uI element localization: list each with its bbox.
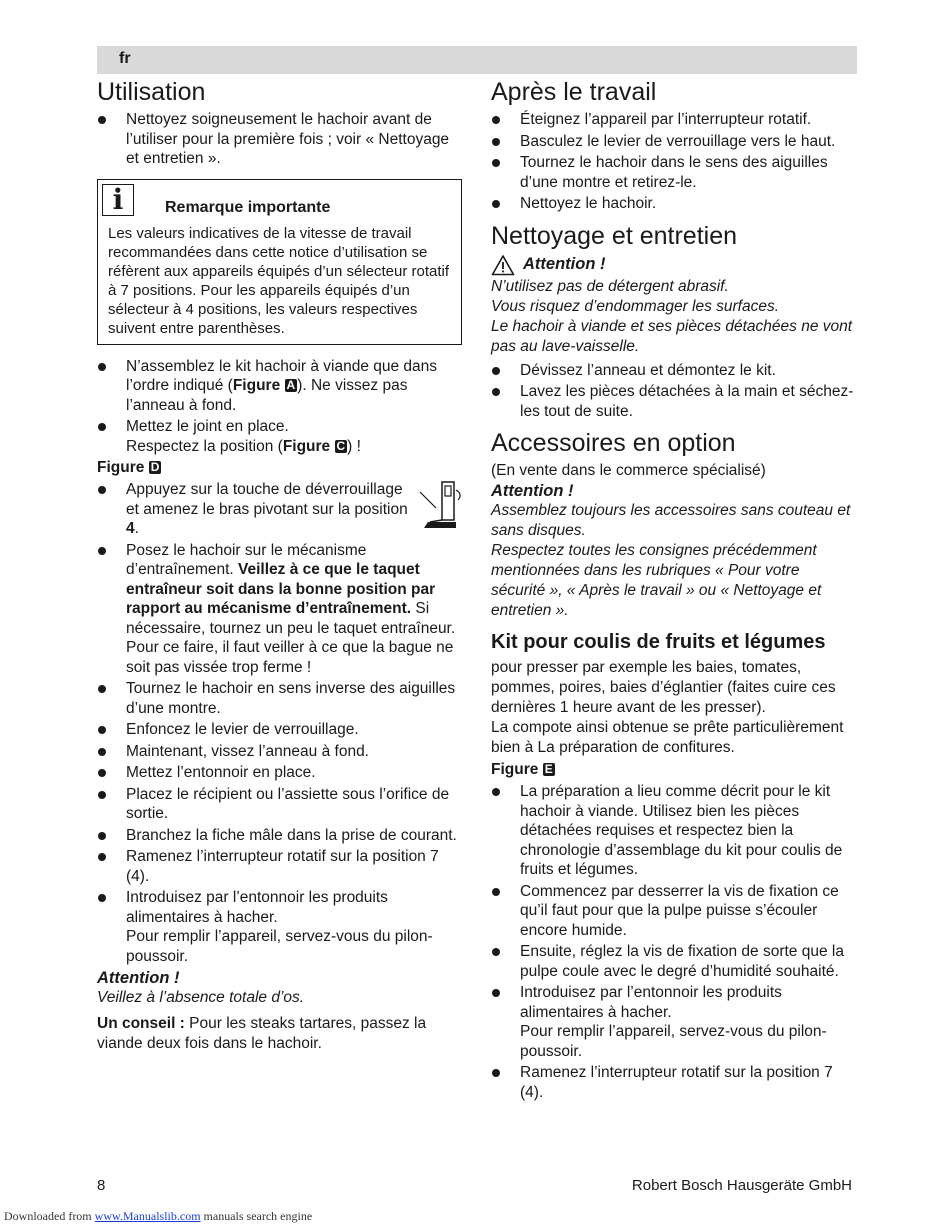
left-column — [97, 76, 462, 1054]
list-item: Mettez l’entonnoir en place. — [97, 763, 462, 783]
figure-d-label: Figure D — [97, 459, 160, 476]
accessoires-subtitle: (En vente dans le commerce spécialisé) — [491, 462, 766, 479]
list-item: Commencez par desserrer la vis de fixation ce qu’il faut pour que la pulpe puisse s’écouler encore humide. — [491, 882, 857, 941]
language-bar — [97, 46, 857, 74]
list-item: Tournez le hachoir dans le sens des aiguilles d’une montre et retirez-le. — [491, 153, 857, 192]
attention-text: Respectez toutes les consignes précédemment mentionnées dans les rubriques « Pour votre sécurité », « Après le travail » ou « Nettoyage et entretien ». — [491, 542, 822, 619]
list-item: Nettoyez le hachoir. — [491, 194, 857, 214]
language-code: fr — [119, 50, 131, 67]
steps-list — [97, 480, 462, 966]
heading-utilisation: Utilisation — [97, 78, 206, 106]
attention-row — [491, 254, 857, 276]
list-item: Posez le hachoir sur le mécanisme d’entraînement. Veillez à ce que le taquet entraîneur soit dans la bonne position par rapport au mécanisme d’entraînement. Si nécessaire, tournez un peu le taquet entraîneur. Pour ce faire, il faut veiller à ce que la bague ne soit pas vissée trop ferme ! — [97, 541, 462, 678]
right-column — [491, 76, 857, 1104]
heading-apres-le-travail: Après le travail — [491, 78, 657, 106]
attention-text: Veillez à l’absence totale d’os. — [97, 989, 305, 1006]
list-item: Nettoyez soigneusement le hachoir avant de l’utiliser pour la première fois ; voir « Nettoyage et entretien ». — [97, 110, 462, 169]
figure-ref-badge: D — [150, 460, 160, 474]
list-item: Ensuite, réglez la vis de fixation de sorte que la pulpe coule avec le degré d’humidité souhaité. — [491, 942, 857, 981]
manualslib-link[interactable]: www.Manualslib.com — [94, 1209, 201, 1223]
assembly-list — [97, 357, 462, 457]
list-item: Mettez le joint en place. Respectez la position (Figure C ) ! — [97, 417, 462, 456]
list-item: N’assemblez le kit hachoir à viande que dans l’ordre indiqué (Figure A ). Ne vissez pas l’anneau à fond. — [97, 357, 462, 416]
attention-label: Attention ! — [97, 969, 180, 987]
attention-text: N’utilisez pas de détergent abrasif. — [491, 277, 729, 295]
list-item: Basculez le levier de verrouillage vers le haut. — [491, 132, 857, 152]
figure-ref-badge: A — [286, 378, 296, 392]
heading-accessoires: Accessoires en option — [491, 429, 736, 457]
warning-triangle-icon — [491, 254, 515, 276]
nettoyage-list — [491, 361, 857, 422]
list-item: Ramenez l’interrupteur rotatif sur la position 7 (4). — [491, 1063, 857, 1102]
attention-label: Attention ! — [523, 255, 606, 273]
list-item: Appuyez sur la touche de déverrouillage et amenez le bras pivotant sur la position 4. — [97, 480, 462, 539]
attention-text: Vous risquez d’endommager les surfaces. — [491, 297, 780, 315]
kit-paragraph: La compote ainsi obtenue se prête particulièrement bien à La préparation de confitures. — [491, 719, 844, 756]
attention-label: Attention ! — [491, 482, 574, 500]
list-item: Lavez les pièces détachées à la main et séchez-les tout de suite. — [491, 382, 857, 421]
kit-list — [491, 782, 857, 1102]
list-item: Branchez la fiche mâle dans la prise de courant. — [97, 826, 462, 846]
heading-nettoyage: Nettoyage et entretien — [491, 221, 737, 250]
important-note-box — [97, 179, 462, 345]
figure-ref-badge: E — [544, 762, 553, 776]
note-text: Les valeurs indicatives de la vitesse de travail recommandées dans cette notice d’utilisation se réfèrent aux appareils équipés d’un sélecteur rotatif à 7 positions. Pour les appareils équipés d’un sélecteur à 4 positions, les valeurs respectives suivent entre parenthèses. — [108, 224, 450, 337]
list-item: Placez le récipient ou l’assiette sous l’orifice de sortie. — [97, 785, 462, 824]
download-note: Downloaded from www.Manualslib.com manuals search engine — [4, 1209, 313, 1223]
page-number: 8 — [97, 1177, 106, 1194]
utilisation-list — [97, 110, 462, 169]
apres-list — [491, 110, 857, 214]
list-item: Éteignez l’appareil par l’interrupteur rotatif. — [491, 110, 857, 130]
list-item: Maintenant, vissez l’anneau à fond. — [97, 742, 462, 762]
list-item: Introduisez par l’entonnoir les produits alimentaires à hacher. Pour remplir l’appareil, servez-vous du pilon-poussoir. — [491, 983, 857, 1061]
figure-ref-badge: C — [336, 438, 346, 453]
pivot-arm-icon — [418, 478, 464, 530]
list-item: Dévissez l’anneau et démontez le kit. — [491, 361, 857, 381]
heading-kit-coulis: Kit pour coulis de fruits et légumes — [491, 631, 826, 653]
tip-paragraph: Un conseil : Pour les steaks tartares, passez la viande deux fois dans le hachoir. — [97, 1015, 427, 1052]
list-item: Ramenez l’interrupteur rotatif sur la position 7 (4). — [97, 847, 462, 886]
attention-text: Assemblez toujours les accessoires sans couteau et sans disques. — [491, 502, 851, 539]
figure-e-label: Figure E — [491, 761, 553, 778]
kit-paragraph: pour presser par exemple les baies, tomates, pommes, poires, baies d’églantier (faites cuire ces dernières 1 heure avant de les presser). — [491, 659, 836, 716]
company-name: Robert Bosch Hausgeräte GmbH — [631, 1177, 852, 1194]
list-item: Introduisez par l’entonnoir les produits alimentaires à hacher. Pour remplir l’appareil, servez-vous du pilon-poussoir. — [97, 888, 462, 966]
list-item: La préparation a lieu comme décrit pour le kit hachoir à viande. Utilisez bien les pièces détachées requises et respectez bien la chronologie d’assemblage du kit pour coulis de fruits et légumes. — [491, 782, 857, 880]
list-item: Enfoncez le levier de verrouillage. — [97, 720, 462, 740]
attention-text: Le hachoir à viande et ses pièces détachées ne vont pas au lave-vaisselle. — [491, 317, 853, 355]
info-icon: i — [102, 184, 134, 216]
note-title: Remarque importante — [165, 198, 331, 216]
list-item: Tournez le hachoir en sens inverse des aiguilles d’une montre. — [97, 679, 462, 718]
